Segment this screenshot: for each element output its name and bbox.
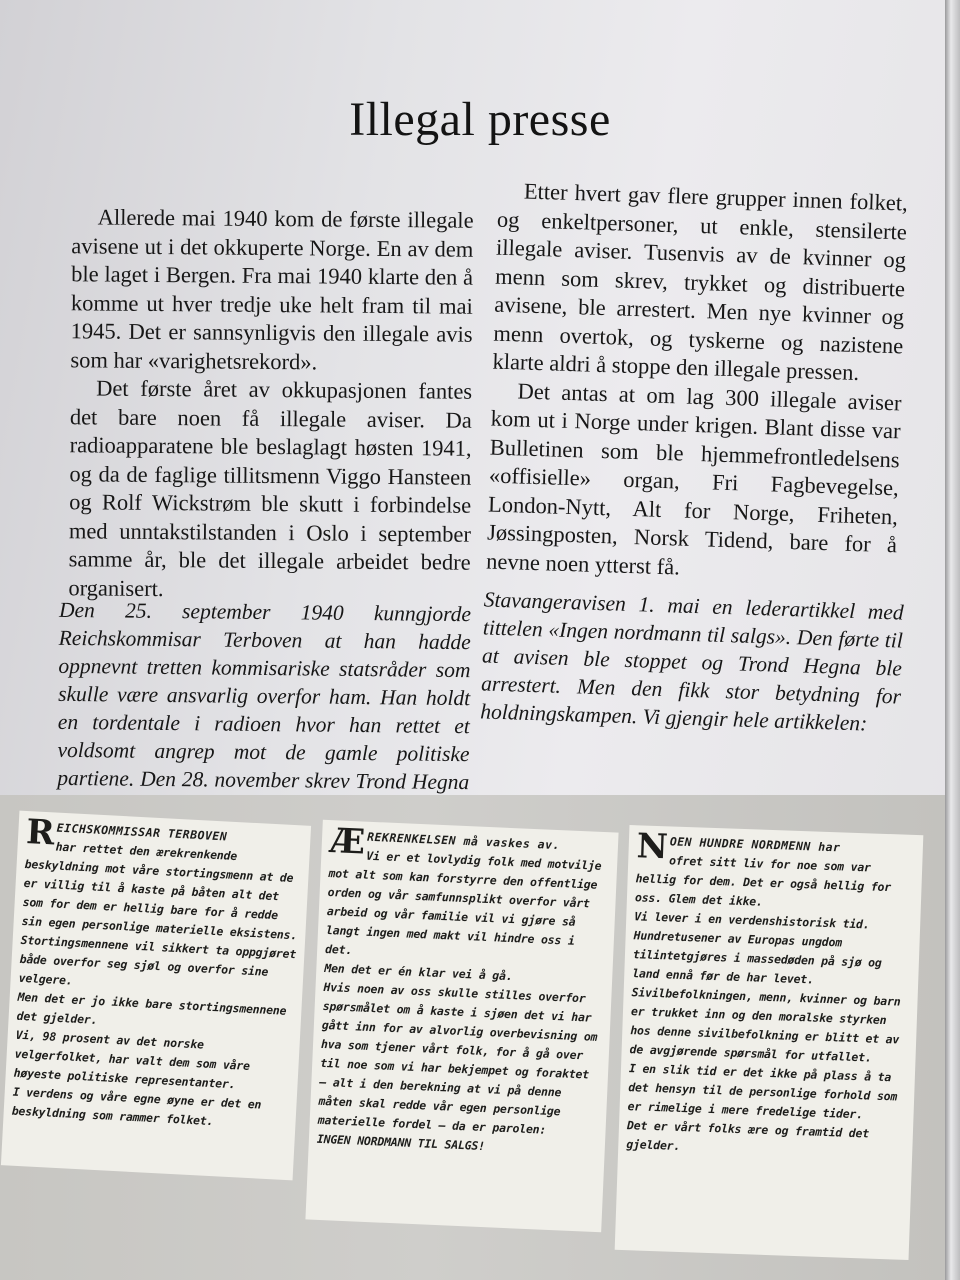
drop-cap: N — [636, 826, 669, 868]
drop-cap: Æ — [329, 821, 366, 863]
italic-intro-left — [57, 596, 471, 824]
paragraph: Det første året av okkupasjonen fantes det bare noen få illegale aviser. Da radioapparatene ble beslaglagt høsten 1941, og da de faglige tillitsmenn Viggo Hansteen og Rolf Wickstrøm ble skutt i forbindelse med unntakstilstanden i Oslo i september samme år, ble det illegale arbeidet bedre organisert. — [68, 375, 473, 601]
left-text-column — [68, 203, 473, 605]
paragraph: Allerede mai 1940 kom de første illegale avisene ut i det okkuperte Norge. En av dem ble laget i Bergen. Fra mai 1940 klarte den å komme ut hver tredje uke helt fram til mai 1945. Det er sannsynligvis den illegale avis som har «varighetsrekord». — [70, 204, 474, 374]
italic-paragraph: Stavangeravisen 1. mai en lederartikkel med tittelen «Ingen nordmann til salgs». Den førte til at avisen ble stoppet og Trond Hegna ble arrestert. Men den fikk stor betydning for holdningskampen. Vi gjengir hele artikkelen: — [479, 587, 905, 736]
article-column-1 — [1, 811, 311, 1181]
article-heading: OEN HUNDRE NORDMENN har — [669, 834, 841, 855]
article-body: Vi er et lovlydig folk med motvilje mot alt som kan forstyrre den offentlige orden og vår samfunnsplikt overfor vårt arbeid og vår familie vil vi gjøre så langt ingen med makt vil hindre oss i det. Men det er én klar vei å gå. Hvis noen av oss skulle stilles overfor spørsmålet om å kaste i sjøen det vi har gått inn for av alvorlig overbevisning om hva som tjener vårt folk, for å gå over til noe som vi har bekjempet og foraktet — alt i den berekning at vi på denne måten skal redde vår egen personlige materielle fordel — da er parolen: INGEN NORDMANN TIL SALGS! — [316, 848, 602, 1154]
drop-cap: R — [25, 812, 56, 854]
italic-intro-right — [480, 585, 904, 738]
italic-paragraph: Den 25. september 1940 kunngjorde Reichskommisar Terboven at han hadde oppnevnt tretten kommisariske statsråder som skulle være ansvarlig overfor ham. Han holdt en tordentale i radioen hvor han rettet et voldsomt angrep mot de gamle politiske partiene. Den 28. november skrev Trond Hegna — [57, 597, 472, 795]
paragraph: Etter hvert gav flere grupper innen folket, og enkeltpersoner, ut enkle, stensilerte illegale aviser. Tusenvis av de kvinner og menn som skrev, trykket og distribuerte avisene, ble arrestert. Men nye kvinner og menn overtok, og tyskerne og nazistene klarte aldri å stoppe den illegale pressen. — [492, 178, 909, 386]
page-edge — [945, 0, 960, 1280]
article-column-3 — [615, 825, 924, 1260]
paragraph: Det antas at om lag 300 illegale aviser kom ut i Norge under krigen. Blant disse var Bulletinen som ble hjemmefrontledelsens «offisielle» organ, Fri Fagbevegelse, London-Nytt, Alt for Norge, Friheten, Jøssingposten, Norsk Tidend, bare for å nevne noen ytterst få. — [485, 377, 902, 580]
page-title: Illegal presse — [349, 93, 611, 146]
article-column-2 — [305, 820, 618, 1233]
article-heading: EICHSKOMMISSAR TERBOVEN — [56, 820, 228, 844]
right-text-column — [486, 177, 908, 589]
article-body: ofret sitt liv for noe som var hellig for dem. Det er også hellig for oss. Glem det ikke. Vi lever i en verdenshistorisk tid. Hundretusener av Europas ungdom tilintetgjøres i massedøden på sjø og land ennå før de har levet. Sivilbefolkningen, menn, kvinner og barn er trukket inn og den moralske styrken hos denne sivilbefolkning er blitt et av de avgjørende spørsmål for utfallet. I en slik tid er det ikke på plass å ta det hensyn til de personlige forhold som er rimelige i mere fredelige tider. Det er vårt folks ære og framtid det gjelder. — [626, 853, 901, 1153]
article-body: har rettet den ærekrenkende beskyldning mot våre stortingsmenn at de er villig til å kaste på båten alt det som for dem er hellig bare for å redde sin egen personlige materielle eksistens. Stortingsmennene vil sikkert ta oppgjøret både overfor seg sjøl og overfor sine velgere. Men det er jo ikke bare stortingsmennene det gjelder. Vi, 98 prosent av det norske velgerfolket, har valt dem som våre høyeste politiske representanter. I verdens og våre egne øyne er det en beskyldning som rammer folket. — [11, 839, 298, 1129]
article-heading: REKRENKELSEN må vaskes av. — [366, 829, 561, 853]
